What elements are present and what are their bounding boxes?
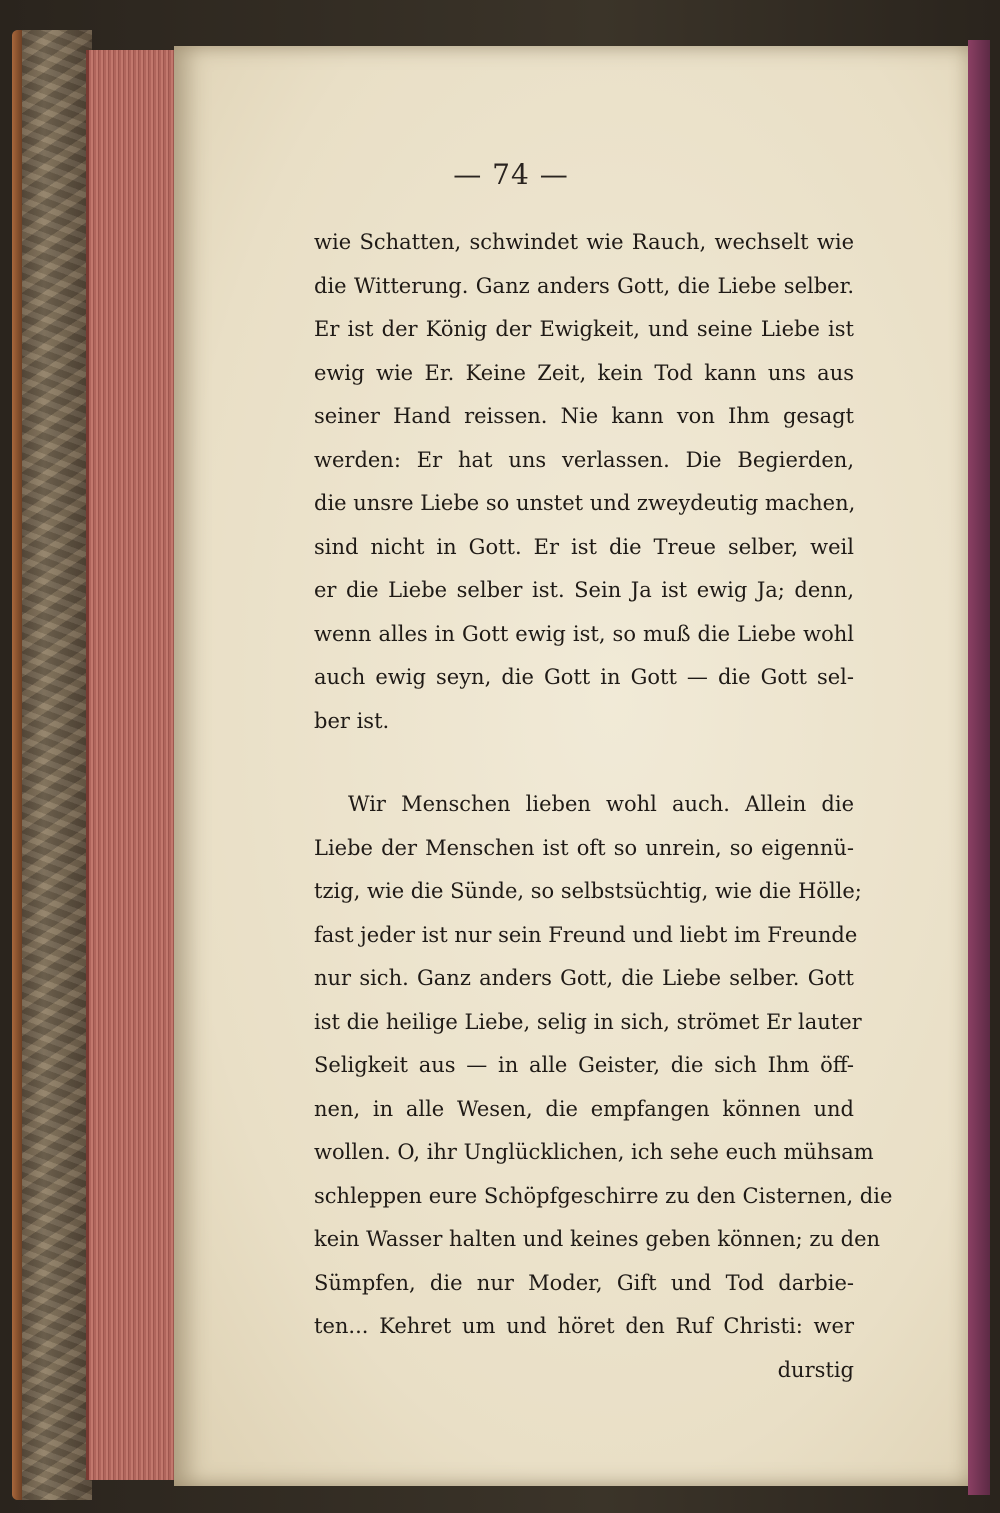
paragraph-1 — [314, 221, 854, 743]
text-line: er die Liebe selber ist. Sein Ja ist ewig Ja; denn, — [314, 578, 854, 602]
text-line: Seligkeit aus — in alle Geister, die sich Ihm öff- — [314, 1053, 854, 1077]
catchword: durstig — [777, 1357, 854, 1382]
text-line: kein Wasser halten und keines geben können; zu den — [314, 1227, 881, 1251]
paragraph-2 — [314, 783, 893, 1349]
text-line: die Witterung. Ganz anders Gott, die Liebe selber. — [314, 273, 854, 298]
paragraph-gap — [314, 743, 854, 783]
text-line: ewig wie Er. Keine Zeit, kein Tod kann uns aus — [314, 360, 854, 385]
text-line: wie Schatten, schwindet wie Rauch, wechselt wie — [314, 230, 854, 254]
text-line: Er ist der König der Ewigkeit, und seine Liebe ist — [314, 317, 854, 341]
text-line: fast jeder ist nur sein Freund und liebt im Freunde — [314, 922, 858, 947]
text-line: wollen. O, ihr Unglücklichen, ich sehe euch mühsam — [314, 1140, 874, 1164]
right-cover-strip — [968, 40, 990, 1495]
text-line: nur sich. Ganz anders Gott, die Liebe selber. Gott — [314, 966, 854, 990]
page-number: — 74 — — [453, 158, 569, 191]
text-line: auch ewig seyn, die Gott in Gott — die Gott sel- — [314, 665, 854, 689]
text-line: tzig, wie die Sünde, so selbstsüchtig, wie die Hölle; — [314, 879, 862, 903]
page-edges-red — [86, 50, 177, 1480]
text-line: werden: Er hat uns verlassen. Die Begierden, — [314, 447, 854, 472]
body-text — [314, 221, 893, 1392]
text-line: nen, in alle Wesen, die empfangen können und — [314, 1096, 854, 1121]
text-line: wenn alles in Gott ewig ist, so muß die Liebe wohl — [314, 621, 854, 646]
text-line: ist die heilige Liebe, selig in sich, strömet Er lauter — [314, 1009, 862, 1034]
book-cover-marbled — [12, 30, 92, 1500]
text-line: die unsre Liebe so unstet und zweydeutig machen, — [314, 491, 856, 515]
text-line: seiner Hand reissen. Nie kann von Ihm gesagt — [314, 404, 854, 428]
text-line: schleppen eure Schöpfgeschirre zu den Cisternen, die — [314, 1183, 893, 1208]
text-line: sind nicht in Gott. Er ist die Treue selber, weil — [314, 534, 854, 559]
text-line: Liebe der Menschen ist oft so unrein, so eigennü- — [314, 835, 854, 860]
text-line: Sümpfen, die nur Moder, Gift und Tod darbie- — [314, 1270, 854, 1295]
text-line: ten... Kehret um und höret den Ruf Christi: wer — [314, 1314, 854, 1338]
book-cover-edge — [12, 30, 22, 1500]
book-page — [174, 46, 968, 1486]
text-line: ber ist. — [314, 708, 390, 733]
text-line: Wir Menschen lieben wohl auch. Allein die — [348, 792, 854, 816]
